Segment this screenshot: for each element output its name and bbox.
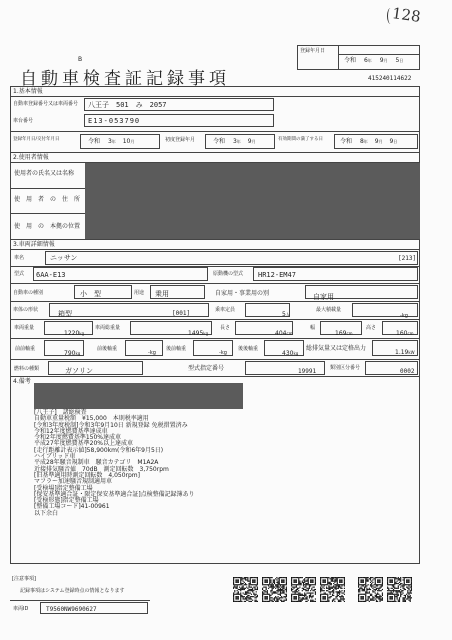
plate-value: 八王子 501 み 2057 <box>88 101 167 109</box>
use-value: 乗用 <box>155 290 169 298</box>
user-address-label: 使 用 者 の 住 所 <box>14 196 81 203</box>
length-label: 長さ <box>220 325 231 331</box>
expiry-label: 有効期間の満了する日 <box>278 137 323 142</box>
rear-rear-axle-value: 430kg <box>282 350 299 357</box>
weight-label: 車両重量 <box>14 325 35 331</box>
engine-value: HR12-EM47 <box>258 271 296 279</box>
remarks-list <box>34 410 195 517</box>
private-label: 自家用・事業用の別 <box>215 290 270 297</box>
remark-line: 平成28年騒音規制車 騒音カテゴリ M1A2A <box>34 459 159 467</box>
reg-date-label: 登録年月日 <box>300 48 326 54</box>
section2-heading: 2.使用者情報 <box>13 154 49 161</box>
handwritten-circle-mark <box>387 8 394 24</box>
fuel-value: ガソリン <box>65 367 93 375</box>
fuel-label: 燃料の種類 <box>14 366 40 372</box>
approval-label: 型式指定番号 <box>188 365 225 372</box>
remark-line: ハイブリッド車 <box>34 453 76 461</box>
front-rear-axle-unit: -kg <box>148 350 156 356</box>
qr-code-icon <box>320 577 345 602</box>
remark-line: [受検形態]指定整備工場 <box>34 497 99 505</box>
remark-line: [受検場]指定整備工場 <box>34 484 93 492</box>
height-value: 160cm <box>396 330 414 337</box>
qr-code-icon <box>233 577 258 602</box>
max-load-unit: -kg <box>400 313 408 319</box>
category-value: 0002 <box>400 368 415 375</box>
length-value: 404cm <box>275 330 293 337</box>
qr-code-icon <box>387 577 412 602</box>
body-shape-code: [001] <box>172 310 191 317</box>
private-value: 自家用 <box>313 293 334 301</box>
front-front-axle-value: 790kg <box>64 350 81 357</box>
displacement-label: 総排気量又は定格出力 <box>306 345 367 352</box>
remark-line: [八王子] 諸総検査 <box>34 409 87 416</box>
rear-front-axle-unit: -kg <box>219 350 227 356</box>
category-label: 類別区分番号 <box>330 365 361 371</box>
notes-text: 記録事項はシステム登録時点の情報となります <box>20 588 125 594</box>
body-shape-label: 車体の形状 <box>13 307 39 313</box>
remark-line: 令和12年度燃費基準達成車 <box>34 427 108 435</box>
maker-label: 車名 <box>14 255 25 261</box>
capacity-value: 5人 <box>282 311 290 318</box>
reg-issue-date-label: 登録年月日/交付年月日 <box>13 137 60 142</box>
first-reg-label: 初度登録年月 <box>165 137 196 143</box>
vehicle-id-value: T9560NW9690627 <box>46 606 97 613</box>
section3-heading: 3.車両詳細情報 <box>13 241 55 248</box>
qr-code-icon <box>291 577 316 602</box>
displacement-value: 1.19kW <box>395 349 415 356</box>
use-label: 用途 <box>134 290 145 296</box>
chassis-value: E13-053790 <box>88 117 141 125</box>
height-label: 高さ <box>366 325 377 331</box>
capacity-label: 乗車定員 <box>215 307 236 313</box>
vehicle-id-label: 車両ID <box>13 606 29 612</box>
vehicle-type-label: 自動車の種別 <box>13 290 44 296</box>
front-front-axle-label: 前前軸重 <box>15 346 36 352</box>
vehicle-type-value: 小 型 <box>80 290 101 298</box>
approval-value: 19991 <box>298 368 317 375</box>
section1-heading: 1.基本情報 <box>13 88 43 95</box>
remark-line: 令和2年度燃費基準150%達成車 <box>34 434 121 442</box>
page-title: 自動車検査証記録事項 <box>20 69 230 89</box>
remark-line: 平成27年度燃費基準20%以上達成車 <box>34 440 133 448</box>
notes-label: [注意事項] <box>12 576 36 582</box>
maker-code: [213] <box>398 255 417 262</box>
maker-value: ニッサン <box>50 254 78 262</box>
remark-line: [保安基準適合証・限定保安基準適合証]点検整備記録簿あり <box>34 490 195 498</box>
gross-weight-label: 車両総重量 <box>95 325 121 331</box>
remark-line: [走行距離計表示値]58,900km(令和6年9月5日) <box>34 446 164 454</box>
remark-line: 自動車重量税額 ¥15,000 本則税率適用 <box>34 415 149 423</box>
first-reg-value: 令和 3年 9月 <box>213 138 256 145</box>
width-value: 169cm <box>335 330 353 337</box>
reg-date-value: 令和 6年 9月 5日 <box>344 57 404 64</box>
user-name-label: 使用者の氏名又は名称 <box>14 170 75 177</box>
expiry-value: 令和 8年 9月 9日 <box>340 138 398 145</box>
small-b-label: B <box>78 56 83 63</box>
plate-label: 自動車登録番号又は車両番号 <box>13 101 79 107</box>
weight-value: 1220kg <box>64 330 85 337</box>
front-rear-axle-label: 前後軸重 <box>97 346 118 352</box>
model-value: 6AA-E13 <box>36 271 66 279</box>
width-label: 幅 <box>310 325 316 331</box>
rear-rear-axle-label: 後後軸重 <box>238 346 259 352</box>
reg-issue-date-value: 令和 3年 10月 <box>88 138 135 145</box>
document-number: 415240114622 <box>368 75 412 82</box>
remark-line: [整備工場コード]41-00961 <box>34 503 110 511</box>
redacted-user-info <box>85 163 420 240</box>
qr-code-icon <box>262 577 287 602</box>
base-location-label: 使 用 の 本拠の位置 <box>14 223 81 230</box>
gross-weight-value: 1495kg <box>188 330 209 337</box>
remark-line: 近接排気騒音値 70dB 測定回転数 3,750rpm <box>34 465 169 473</box>
remark-line: [令和3年度税制]令和3年9月10日 新規登録 免税措置済み <box>34 421 188 429</box>
remark-line: 以下余白 <box>34 509 59 517</box>
handwritten-number: 128 <box>390 4 422 26</box>
engine-label: 原動機の型式 <box>213 271 244 277</box>
section4-heading: 4.備考 <box>13 378 31 385</box>
redacted-remarks-header <box>34 383 243 409</box>
model-label: 型式 <box>14 271 25 277</box>
qr-code-icon <box>358 577 383 602</box>
body-shape-value: 箱型 <box>58 310 72 318</box>
chassis-label: 車台番号 <box>13 118 34 124</box>
remark-line: [旧基準適用時測定回転数 4,050rpm] <box>34 471 140 479</box>
remark-line: マフラー加速騒音規制適用車 <box>34 478 113 486</box>
max-load-label: 最大積載量 <box>316 307 342 313</box>
rear-front-axle-label: 後前軸重 <box>166 346 187 352</box>
